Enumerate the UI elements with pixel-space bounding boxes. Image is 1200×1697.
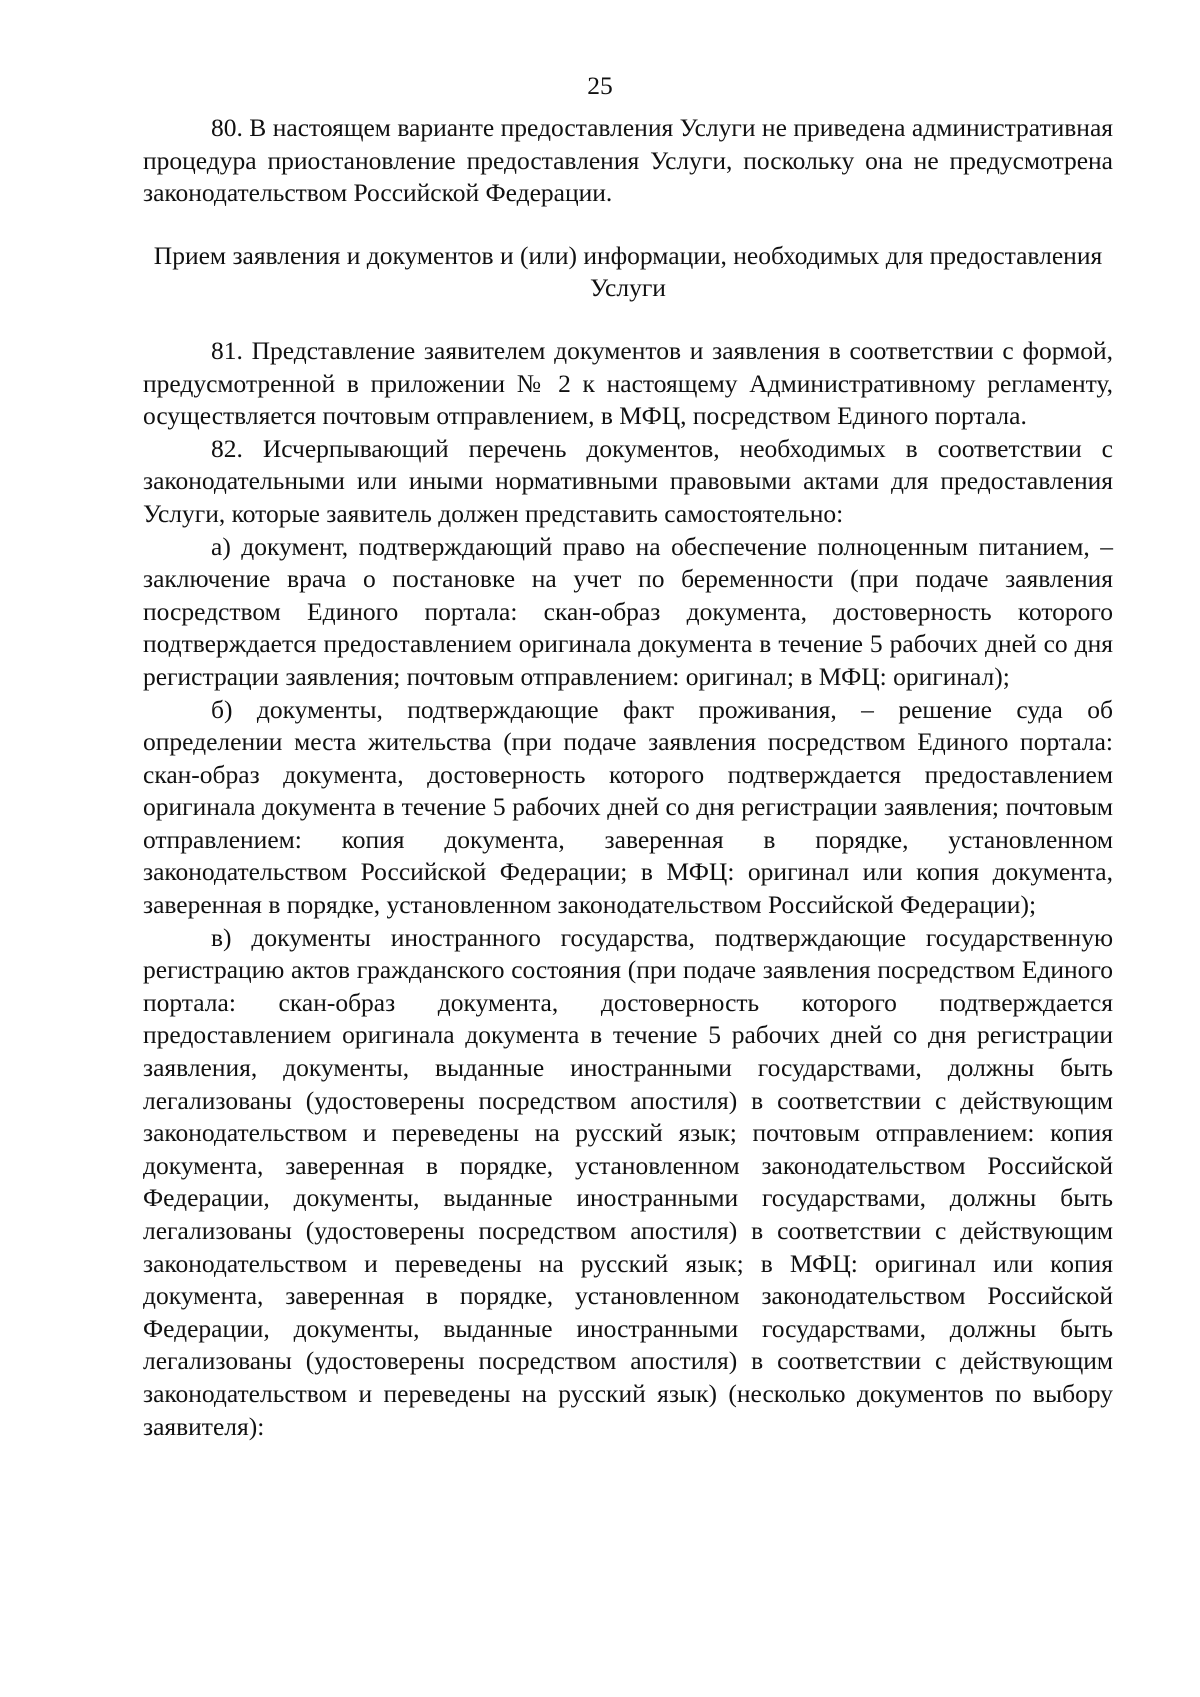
- paragraph-81: 81. Представление заявителем документов и заявления в соответствии с формой, предусмотренной в приложении № 2 к настоящему Административному регламенту, осуществляется почтовым отправлением, в МФЦ, посредством Единого портала.: [143, 335, 1113, 431]
- list-item-a: а) документ, подтверждающий право на обеспечение полноценным питанием, – заключение врача о постановке на учет по беременности (при подаче заявления посредством Единого портала: скан-образ документа, достоверность которого подтверждается предоставлением оригинала документа в течение 5 рабочих дней со дня регистрации заявления; почтовым отправлением: оригинал; в МФЦ: оригинал);: [143, 531, 1113, 691]
- page-number: 25: [587, 71, 613, 100]
- paragraph-82: 82. Исчерпывающий перечень документов, необходимых в соответствии с законодательными или иными нормативными правовыми актами для предоставления Услуги, которые заявитель должен представить самостоятельно:: [143, 433, 1113, 528]
- paragraph-80: 80. В настоящем варианте предоставления Услуги не приведена административная процедура приостановление предоставления Услуги, поскольку она не предусмотрена законодательством Российской Федерации.: [143, 113, 1113, 208]
- list-item-v: в) документы иностранного государства, подтверждающие государственную регистрацию актов гражданского состояния (при подаче заявления посредством Единого портала: скан-образ документа, достоверность которого подтверждается предоставлением оригинала документа в течение 5 рабочих дней со дня регистрации заявления, документы, выданные иностранными государствами, должны быть легализованы (удостоверены посредством апостиля) в соответствии с действующим законодательством и переведены на русский язык; почтовым отправлением: копия документа, заверенная в порядке, установленном законодательством Российской Федерации, документы, выданные иностранными государствами, должны быть легализованы (удостоверены посредством апостиля) в соответствии с действующим законодательством и переведены на русский язык; в МФЦ: оригинал или копия документа, заверенная в порядке, установленном законодательством Российской Федерации, документы, выданные иностранными государствами, должны быть легализованы (удостоверены посредством апостиля) в соответствии с действующим законодательством и переведены на русский язык) (несколько документов по выбору заявителя):: [143, 922, 1113, 1441]
- list-item-b: б) документы, подтверждающие факт проживания, – решение суда об определении места жительства (при подаче заявления посредством Единого портала: скан-образ документа, достоверность которого подтверждается предоставлением оригинала документа в течение 5 рабочих дней со дня регистрации заявления; почтовым отправлением: копия документа, заверенная в порядке, установленном законодательством Российской Федерации; в МФЦ: оригинал или копия документа, заверенная в порядке, установленном законодательством Российской Федерации);: [143, 694, 1113, 920]
- section-heading: Прием заявления и документов и (или) информации, необходимых для предоставления Услуги: [153, 240, 1103, 303]
- document-body: [143, 112, 1113, 1443]
